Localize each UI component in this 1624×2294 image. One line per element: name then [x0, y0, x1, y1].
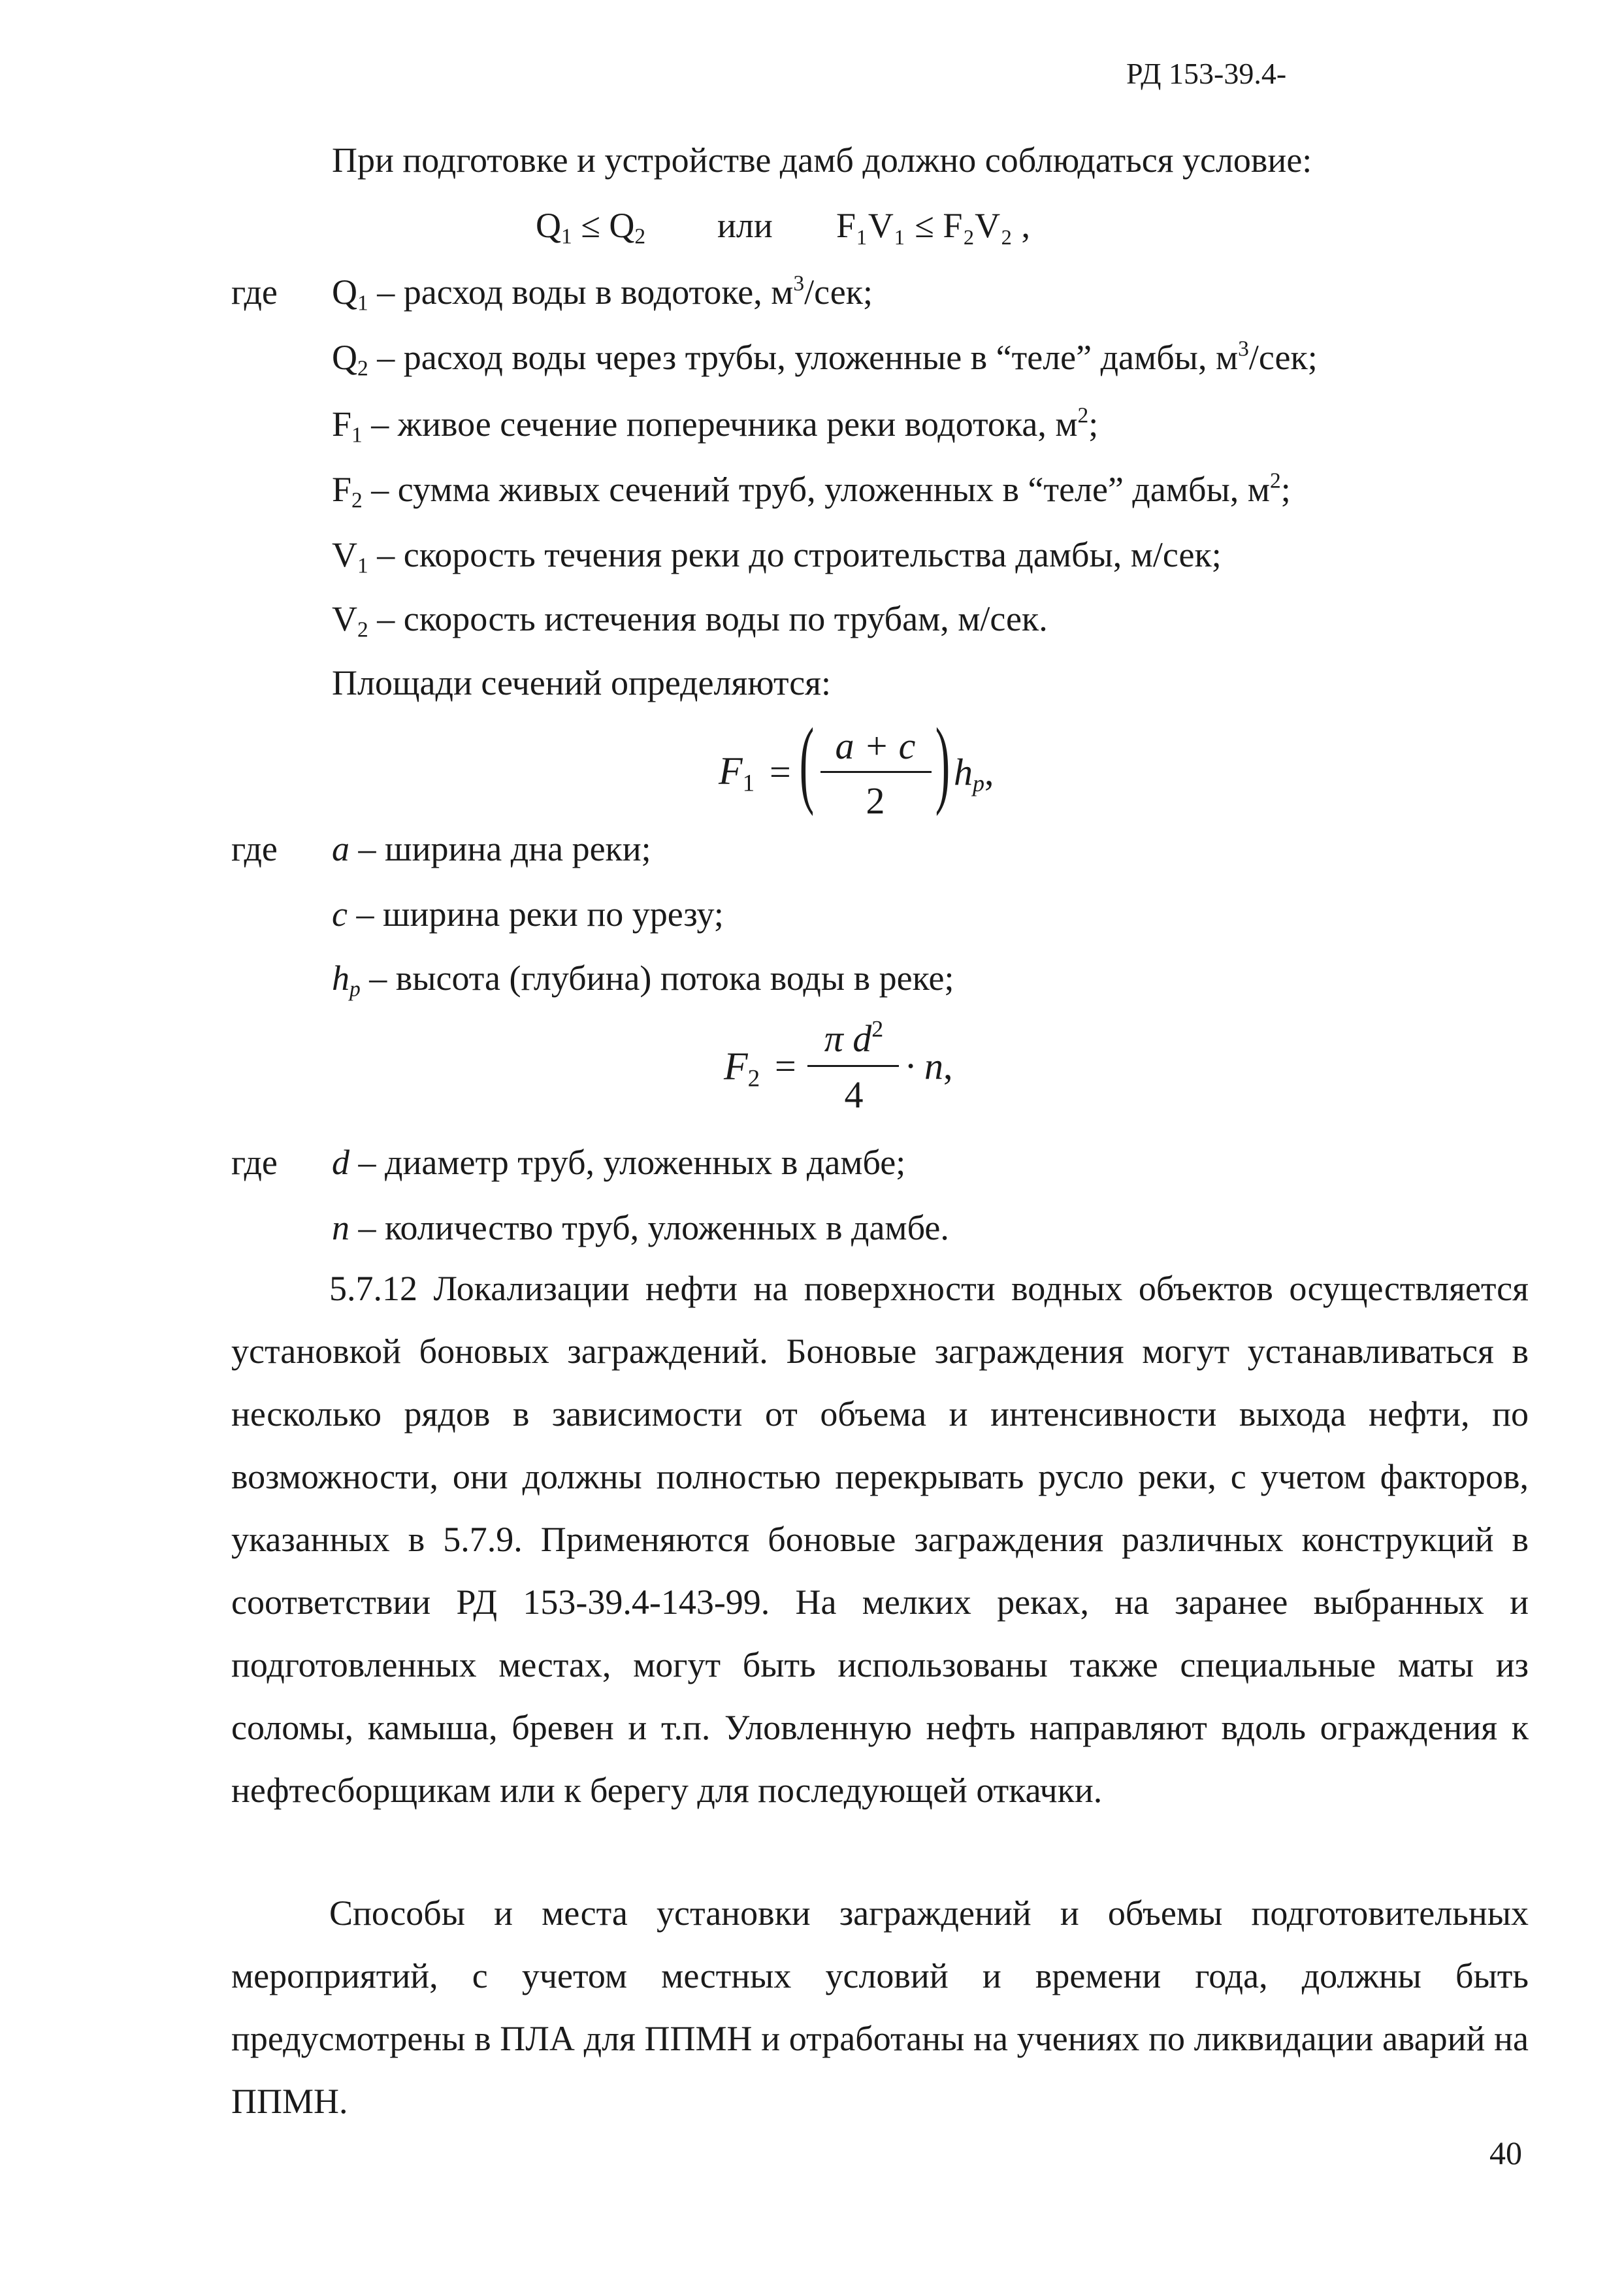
le-sign: ≤: [581, 206, 600, 245]
f1-numerator: a + c: [835, 725, 916, 767]
definition-n: n – количество труб, уложенных в дамбе.: [332, 1208, 949, 1247]
q1-subscript: 1: [561, 224, 572, 249]
f2-denominator: 4: [844, 1073, 864, 1116]
f2-numerator: π $d^2$: [824, 1015, 884, 1060]
intro-sentence: При подготовке и устройстве дамб должно соблюдаться условие:: [332, 140, 1312, 180]
f1-left-paren: (: [799, 708, 815, 817]
where-label-2: где: [231, 829, 278, 868]
definition-a: a – ширина дна реки;: [332, 829, 651, 868]
paragraph-5-7-12: 5.7.12 Локализации нефти на поверхности водных объектов осуществляется установкой боновых заграждений. Боновые заграждения могут устанавливаться в несколько рядов в зависимости от объема и интенсивности выхода нефти, по возможности, они должны полностью перекрывать русло реки, с учетом факторов, указанных в 5.7.9. Применяются боновые заграждения различных конструкций в соответствии РД 153-39.4-143-99. На мелких реках, на заранее выбранных и подготовленных местах, могут быть использованы также специальные маты из соломы, камыша, бревен и т.п. Уловленную нефть направляют вдоль ограждения к нефтесборщикам или к берегу для последующей откачки.: [231, 1269, 1529, 1810]
or-word: или: [717, 206, 773, 245]
q1-symbol: Q: [536, 206, 561, 245]
f2-lhs: $F_2$: [724, 1045, 760, 1092]
where-label-3: где: [231, 1143, 278, 1182]
definition-d: d – диаметр труб, уложенных в дамбе;: [332, 1143, 906, 1182]
condition-formula: [536, 206, 646, 249]
condition-right: F₁V₁ ≤ F₂V₂ ,: [836, 206, 1030, 245]
formula-f1: [719, 708, 994, 828]
f2-fraction-bar: [807, 1065, 899, 1067]
paragraph-methods: Способы и места установки заграждений и объемы подготовительных мероприятий, с учетом местных условий и времени года, должны быть предусмотрены в ПЛА для ППМН и отработаны на учениях по ликвидации аварий на ППМН.: [231, 1893, 1529, 2121]
f1-fraction-bar: [820, 771, 932, 773]
definition-v1: $V_1$ – скорость течения реки до строительства дамбы, м/сек;: [332, 535, 1222, 578]
page-number: 40: [1489, 2135, 1522, 2171]
f1-equals: =: [770, 751, 791, 793]
definition-q1: $Q_1$ – расход воды в водотоке, $м^3$/сек;: [332, 271, 873, 316]
definition-hp: $h_p$ – высота (глубина) потока воды в реке;: [332, 959, 954, 1002]
definition-f1: $F_1$ – живое сечение поперечника реки водотока, $м^2$;: [332, 403, 1099, 448]
f1-factor: $h_p$,: [954, 751, 994, 797]
definition-q2: $Q_2$ – расход воды через трубы, уложенные в “теле” дамбы, $м^3$/сек;: [332, 336, 1318, 381]
document-code: РД 153-39.4-: [1126, 57, 1287, 90]
f2-factor: · n,: [905, 1045, 953, 1087]
where-label-1: где: [231, 272, 278, 312]
definition-c: c – ширина реки по урезу;: [332, 894, 724, 934]
f2-equals: =: [775, 1045, 796, 1087]
q2-symbol: Q: [609, 206, 635, 245]
definition-v2: $V_2$ – скорость истечения воды по трубам, м/сек.: [332, 599, 1048, 642]
q2-subscript: 2: [634, 224, 646, 249]
f1-right-paren: ): [935, 708, 950, 817]
formula-f2: [724, 1011, 998, 1122]
f1-lhs: $F_1$: [719, 749, 755, 797]
definition-f2: $F_2$ – сумма живых сечений труб, уложенных в “теле” дамбы, $м^2$;: [332, 468, 1291, 513]
areas-intro: Площади сечений определяются:: [332, 663, 832, 702]
f1-denominator: 2: [866, 779, 885, 822]
